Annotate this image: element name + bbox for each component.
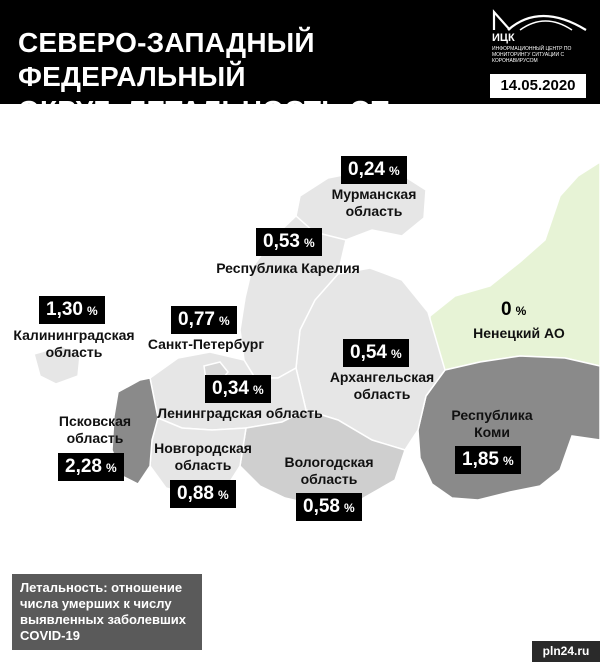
logo-arc-icon bbox=[490, 8, 590, 34]
label-arkhangelsk-line2: область bbox=[353, 386, 411, 402]
value-badge-spb bbox=[171, 306, 237, 334]
label-komi-line2: Коми bbox=[474, 424, 510, 440]
label-pskov-line1: Псковская bbox=[58, 413, 132, 429]
value-badge-nenets bbox=[494, 296, 533, 324]
unit-vologda: % bbox=[343, 501, 355, 515]
value-badge-pskov bbox=[58, 453, 124, 481]
value-badge-karelia bbox=[256, 228, 322, 256]
label-novgorod-line2: область bbox=[174, 457, 232, 473]
label-novgorod bbox=[148, 440, 258, 474]
date-badge: 14.05.2020 bbox=[490, 74, 586, 98]
label-murmansk-line1: Мурманская bbox=[331, 186, 417, 202]
label-murmansk bbox=[318, 186, 430, 220]
value-karelia: 0,53 bbox=[263, 231, 300, 252]
label-pskov bbox=[50, 413, 140, 447]
label-murmansk-line2: область bbox=[345, 203, 403, 219]
value-badge-kaliningrad bbox=[39, 296, 105, 324]
unit-kaliningrad: % bbox=[86, 304, 98, 318]
label-vologda-line1: Вологодская bbox=[284, 454, 374, 470]
label-komi bbox=[444, 407, 540, 441]
unit-leningrad: % bbox=[252, 383, 264, 397]
value-badge-murmansk bbox=[341, 156, 407, 184]
header bbox=[0, 0, 600, 160]
logo bbox=[490, 8, 590, 64]
value-arkhangelsk: 0,54 bbox=[350, 342, 387, 363]
label-leningrad: Ленинградская область bbox=[157, 405, 323, 421]
value-badge-vologda bbox=[296, 493, 362, 521]
label-kaliningrad-line2: область bbox=[45, 344, 103, 360]
value-pskov: 2,28 bbox=[65, 456, 102, 477]
label-vologda bbox=[274, 454, 384, 488]
value-spb: 0,77 bbox=[178, 309, 215, 330]
label-komi-line1: Республика bbox=[451, 407, 533, 423]
value-vologda: 0,58 bbox=[303, 496, 340, 517]
value-nenets: 0 bbox=[501, 299, 512, 320]
definition-note: Летальность: отношение числа умерших к числу выявленных заболевших COVID-19 bbox=[12, 574, 202, 650]
label-kaliningrad-line1: Калининградская bbox=[13, 327, 135, 343]
title-line-2: ОКРУГ: ЛЕТАЛЬНОСТЬ ОТ COVID-19 bbox=[18, 95, 389, 160]
unit-karelia: % bbox=[303, 236, 315, 250]
value-badge-komi bbox=[455, 446, 521, 474]
source-watermark: pln24.ru bbox=[532, 641, 600, 662]
label-kaliningrad bbox=[8, 327, 140, 361]
value-badge-arkhangelsk bbox=[343, 339, 409, 367]
title-line-1: СЕВЕРО-ЗАПАДНЫЙ ФЕДЕРАЛЬНЫЙ bbox=[18, 27, 315, 92]
label-nenets: Ненецкий АО bbox=[473, 325, 565, 341]
label-karelia: Республика Карелия bbox=[216, 260, 360, 276]
label-spb: Санкт-Петербург bbox=[147, 336, 265, 352]
value-novgorod: 0,88 bbox=[177, 483, 214, 504]
unit-spb: % bbox=[218, 314, 230, 328]
unit-novgorod: % bbox=[217, 488, 229, 502]
unit-arkhangelsk: % bbox=[390, 347, 402, 361]
value-murmansk: 0,24 bbox=[348, 159, 385, 180]
unit-murmansk: % bbox=[388, 164, 400, 178]
unit-nenets: % bbox=[515, 304, 527, 318]
value-badge-leningrad bbox=[205, 375, 271, 403]
value-kaliningrad: 1,30 bbox=[46, 299, 83, 320]
unit-pskov: % bbox=[105, 461, 117, 475]
label-pskov-line2: область bbox=[66, 430, 124, 446]
logo-subtitle: ИНФОРМАЦИОННЫЙ ЦЕНТР ПО МОНИТОРИНГУ СИТУАЦИИ С КОРОНАВИРУСОМ bbox=[492, 46, 572, 64]
label-novgorod-line1: Новгородская bbox=[154, 440, 252, 456]
label-arkhangelsk-line1: Архангельская bbox=[329, 369, 435, 385]
value-leningrad: 0,34 bbox=[212, 378, 249, 399]
logo-name: ИЦК bbox=[492, 32, 515, 44]
value-badge-novgorod bbox=[170, 480, 236, 508]
value-komi: 1,85 bbox=[462, 449, 499, 470]
unit-komi: % bbox=[502, 454, 514, 468]
label-vologda-line2: область bbox=[300, 471, 358, 487]
label-arkhangelsk bbox=[324, 369, 440, 403]
